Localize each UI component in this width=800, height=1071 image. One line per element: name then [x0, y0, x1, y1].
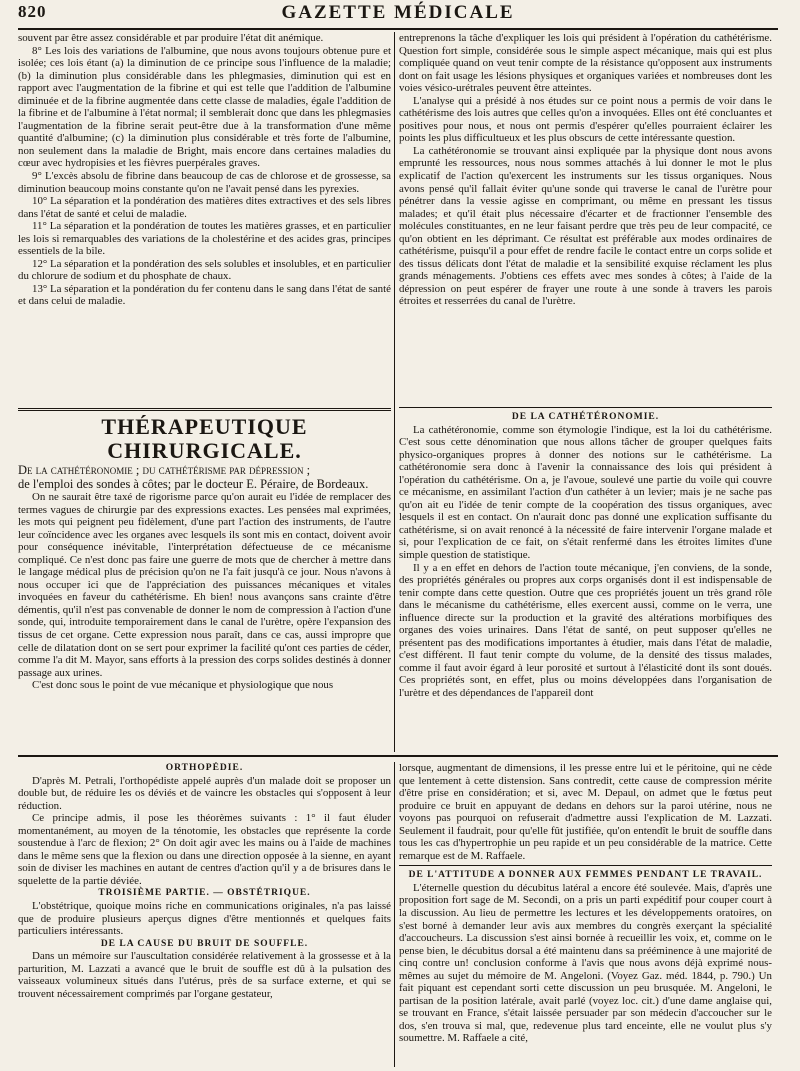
section-title: THÉRAPEUTIQUE CHIRURGICALE. — [101, 414, 308, 463]
column-divider — [394, 762, 395, 1067]
paragraph: Il y a en effet en dehors de l'action toute mécanique, j'en conviens, de la sonde, des propriétés générales ou propres aux corps organisés dont il est indispensable de tenir compte dans cette question. Outre que ces propriétés jouent un très grand rôle dans le mécanisme du cathétérisme, elles exercent aussi, comme on le verra, une influence directe sur la production et la gravité des altérations morbifiques des organes des voies urinaires. Dans l'état de santé, on peut supposer qu'elles ne présentent pas des modifications importantes à étudier, mais dans l'état de maladie, c'est différent. Il faut tenir compte du volume, de la densité des tissus malades, comme il faut avoir égard à leur porosité et surtout à l'élasticité dont ils sont doués. Ces propriétés sont, en effet, plus ou moins développées dans l'organisation de l'urètre et des dépendances de l'appareil dont — [399, 561, 772, 700]
column-divider — [394, 32, 395, 752]
section-rule — [399, 865, 772, 866]
paragraph: Dans un mémoire sur l'auscultation considérée relativement à la grossesse et à la parturition, M. Lazzati a avancé que le bruit de souffle est dû à la pulsation des vaisseaux volumineux situés dans l'utérus, près de sa surface externe, et qui se trouvent nécessairement comprimés par l'organe gestateur, — [18, 950, 391, 1000]
paragraph: La cathétéronomie se trouvant ainsi expliquée par la physique dont nous avons emprunté les ressources, nous nous sommes attachés à lui donner le mot le plus explicatif de l'action qu'exercent les instruments sur les tissus organiques. Nous avons pensé qu'il fallait éviter qu'une sonde qui traverse le canal de l'urètre pour pénétrer dans la vessie agisse en comprimant, ou même en pressant les tissus malades; et qu'il était plus nécessaire d'écarter et de fractionner l'ensemble des molécules constituantes, en ne leur faisant perdre que très peu de leur compacité, ce qu'on obtient en les déprimant. Ce résultat est préférable aux modes ordinaires de cathétérisme, puisqu'il a pour effet de rendre facile le contact entre un corps solide et des tissus délicats dont l'état de maladie et la sensibilité exquise réclament les plus grands ménagements. J'obtiens ces effets avec mes sondes à côtes; à l'aide de la dépression on peut espérer de frayer une route à une sonde à travers les parois étroites et resserrées du canal de l'urètre. — [399, 144, 772, 308]
section-heading: DE LA CATHÉTÉRONOMIE. — [511, 412, 660, 422]
section-heading: ORTHOPÉDIE. — [165, 763, 244, 773]
page-header — [18, 2, 778, 28]
paragraph: 10° La séparation et la pondération des matières dites extractives et des sels libres dans l'état de santé et celui de maladie. — [18, 195, 391, 220]
paragraph: On ne saurait être taxé de rigorisme parce qu'on aurait eu l'idée de remplacer des termes vagues de chirurgie par des expressions exactes. Les pensées mal exprimées, les mots qui peignent peu fidèlement, d'une part l'action des instruments, de l'autre leur coïncidence avec les organes avec lesquels ils sont mis en contact, doivent avoir pour conséquence inévitable, l'interprétation défectueuse de ce mécanisme compliqué. Ce n'est donc pas faire une guerre de mots que de chercher à mettre dans le langage médical plus de précision qu'on ne l'a fait jusqu'à ce jour. Nous n'avons à nous occuper ici que de l'appréciation des puissances mécaniques et vitales invoquées en faveur du cathétérisme. Eh bien! nous avançons sans crainte d'être démentis, qu'il n'est pas convenable de donner le nom de compression à l'action d'une sonde, qui, introduite temporairement dans le canal de l'urètre, opère l'expansion des tissus de cet organe. Cette expression nous paraît, dans ce cas, aussi impropre que celle de dilatation dont on se sert pour exprimer la facilité qu'ont ces parties de céder, comme l'a dit M. Mayor, sans efforts à la pression des corps solides destinés à donner passage aux urines. — [18, 491, 391, 679]
paragraph: C'est donc sous le point de vue mécanique et physiologique que nous — [32, 679, 334, 692]
section-heading: DE L'ATTITUDE A DONNER AUX FEMMES PENDANT LE TRAVAIL. — [408, 870, 763, 881]
paragraph: L'analyse qui a présidé à nos études sur ce point nous a permis de voir dans le cathétérisme des lois autres que celles qu'on a invoquées. Elles ont été concluantes et positives pour nous, et nous ont permis d'espérer qu'elles pourraient éclairer les points les plus difficultueux et les plus obscurs de cette intéressante question. — [399, 94, 772, 145]
paragraph: lorsque, augmentant de dimensions, il les presse entre lui et le péritoine, qui ne cède que lentement à cette distension. Sans contredit, cette cause de compression mérite d'être prise en considération; et si, avec M. Depaul, on admet que le fœtus peut produire ce bruit en appuyant de dedans en dehors sur la paroi utérine, nous ne voyons pas pourquoi on refuserait d'admettre aussi l'explication de M. Lazzati. Seulement il faudrait, pour qu'elle fût justifiée, qu'on entendît le bruit de souffle dans tous les cas d'hypertrophie un peu rapide et un peu considérable de la matrice. Cette remarque est de M. Raffaele. — [399, 762, 772, 862]
column-mid-right — [399, 404, 772, 752]
column-bottom-right — [399, 762, 772, 1067]
column-bottom-left — [18, 762, 391, 1067]
paragraph: 11° La séparation et la pondération de toutes les matières grasses, et en particulier les lois si remarquables des variations de la cholestérine et des acides gras, principes essentiels de la bile. — [18, 220, 391, 258]
section-rule — [18, 408, 391, 411]
paragraph: Ce principe admis, il pose les théorèmes suivants : 1° il faut éluder momentanément, au moyen de la ténotomie, les obstacles que représente la corde soustendue à l'arc de flexion; 2° On doit agir avec les mains ou à l'aide de machines dans le même sens que la flexion ou dans une direction opposée à la sienne, en ayant soin de diviser les machines en autant de centres d'action qu'il y a de brisures dans le squelette de la partie déviée. — [18, 812, 391, 887]
article-author: de l'emploi des sondes à côtes; par le docteur E. Péraire, de Bordeaux. — [18, 477, 369, 491]
paragraph: 13° La séparation et la pondération du fer contenu dans le sang dans l'état de santé et dans celui de maladie. — [18, 282, 391, 308]
paragraph: souvent par être assez considérable et par produire l'état dit anémique. — [18, 32, 324, 44]
header-rule — [18, 28, 778, 30]
section-heading: TROISIÈME PARTIE. — OBSTÉTRIQUE. — [98, 888, 311, 899]
section-heading: DE LA CAUSE DU BRUIT DE SOUFFLE. — [100, 938, 309, 949]
paragraph: 12° La séparation et la pondération des sels solubles et insolubles, et en particulier du chlorure de sodium et du phosphate de chaux. — [18, 257, 391, 283]
paragraph: entreprenons la tâche d'expliquer les lois qui président à l'opération du cathétérisme. Question fort simple, considérée sous le simple aspect mécanique, mais qui est plus compliquée quand on veut tenir compte de la résistance qu'opposent aux instruments dont on fait usage les lésions physiques et organiques variées et nombreuses dont les voies vésico-urétrales peuvent être atteintes. — [399, 32, 772, 95]
column-top-right — [399, 32, 772, 400]
paragraph: L'éternelle question du décubitus latéral a encore été soulevée. Mais, d'après une proposition fort sage de M. Secondi, on a pris un parti expéditif pour couper court à la discussion. Au lieu de permettre les lectures et les développements oratoires, on s'est borné à demander leur avis aux membres du congrès exerçant la spécialité d'accoucheurs. La discussion s'est ainsi bornée à recueillir les voix, et, comme on le pense bien, le décubitus dorsal a été maintenu dans sa prééminence à une majorité de cinq contre un! conclusion conforme à l'avis que nous avons déjà exprimé nous-mêmes au sujet du mémoire de M. Angeloni. (Voyez Gaz. méd. 1844, p. 790.) Un fait piquant est cependant sorti cette discussion un peu brusquée. M. Angeloni, le partisan de la position latérale, avait parlé (voyez loc. cit.) d'une dame anglaise qui, se trouvant en France, s'était laissée persuader par son médecin d'accoucher sur le dos, s'en trouva si mal, que, redevenue plus tard enceinte, elle ne voulut plus s'y soumettre. M. Raffaele a cité, — [399, 881, 772, 1045]
page-number: 820 — [18, 2, 47, 21]
journal-title: GAZETTE MÉDICALE — [281, 2, 515, 23]
section-rule — [399, 407, 772, 408]
section-separator — [18, 755, 778, 757]
paragraph: 9° L'excès absolu de fibrine dans beaucoup de cas de chlorose et de grossesse, sa diminution beaucoup moins constante qu'on ne l'avait pensé dans les pyrexies. — [18, 170, 391, 195]
column-mid-left — [18, 404, 391, 752]
paragraph: 8° Les lois des variations de l'albumine, que nous avons toujours obtenue pure et isolée; ces lois étant (a) la diminution de ce principe sous l'influence de la maladie; (b) la diminution plus considérable dans les phlegmasies, diminution qui est en rapport avec l'augmentation de la fibrine et qui est telle que l'addition de l'albumine diminuée et de la fibrine augmentée dans cette classe de maladies, égale l'addition de la fibrine et de l'albumine à l'état normal; il semblerait donc que dans les phlegmasies l'augmentation de la fibrine serait peut-être due à la transformation d'une même quantité d'albumine; (c) la diminution plus considérable et très forte de l'albumine, non seulement dans la maladie de Bright, mais encore dans certaines maladies du cœur avec hydropisies et les fièvres puerpérales graves. — [18, 44, 391, 170]
paragraph: D'après M. Petrali, l'orthopédiste appelé auprès d'un malade doit se proposer un double but, de réduire les os déviés et de vaincre les obstacles qui s'opposent à leur réduction. — [18, 774, 391, 812]
paragraph: La cathétéronomie, comme son étymologie l'indique, est la loi du cathétérisme. C'est sous cette dénomination que nous allons tâcher de grouper quelques faits physico-organiques propres à donner des notions sur le cathétérisme. La cathétéronomie sera donc à l'avenir la connaissance des lois qui président à l'opération du cathétérisme. On a, je l'avoue, soulevé une partie du voile qui couvre ce mécanisme, en assimilant l'action d'un cathéter à un levier; mais je ne sache pas qu'on ait eu l'idée de tenir compte de la coopération des tissus organiques, avec lesquels il est en contact. On n'aurait donc pas donné une explication suffisante du cathétérisme, si on avait renoncé à la nécessité de faire intervenir l'organe malade et si, pour l'explication de ce fait, on s'était renfermé dans les étroites limites d'une simple question de statistique. — [399, 423, 772, 562]
article-subtitle: De la cathétéronomie ; du cathétérisme par dépression ; — [18, 463, 311, 477]
paragraph: L'obstétrique, quoique moins riche en communications originales, n'a pas laissé que de produire plusieurs aperçus dignes d'être mentionnés et quelques faits particuliers intéressants. — [18, 900, 391, 938]
column-top-left — [18, 32, 391, 400]
